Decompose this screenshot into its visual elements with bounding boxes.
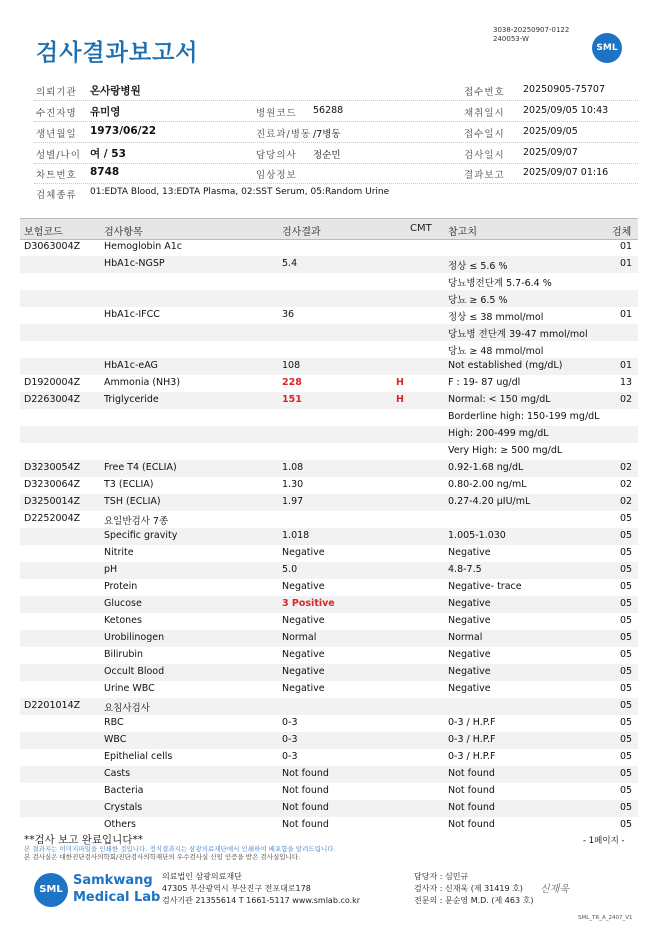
cell-result: Not found — [282, 768, 329, 779]
cell-result: 1.30 — [282, 479, 304, 490]
cell-result: 0-3 — [282, 751, 298, 762]
table-row — [20, 664, 638, 681]
table-row — [20, 579, 638, 596]
cell-ref: Negative — [448, 598, 491, 609]
cell-ref: 당뇨병전단계 5.7-6.4 % — [448, 278, 552, 289]
cell-flag: H — [396, 377, 404, 388]
header-row-requester: 의뢰기관 온사랑병원 접수번호 20250905-75707 — [34, 80, 638, 101]
cell-item: Bacteria — [104, 785, 144, 796]
requester-value: 온사랑병원 — [90, 85, 141, 97]
cell-result: Not found — [282, 819, 329, 830]
cell-result: Negative — [282, 581, 325, 592]
hospital-code: 56288 — [313, 105, 344, 116]
receipt-number: 20250905-75707 — [523, 84, 606, 95]
cell-item: Hemoglobin A1c — [104, 241, 183, 252]
cell-ref: Negative — [448, 666, 491, 677]
cell-code: D2263004Z — [24, 394, 81, 405]
cell-result: Negative — [282, 666, 325, 677]
cell-ref: 0-3 / H.P.F — [448, 751, 496, 762]
cell-item: Urine WBC — [104, 683, 155, 694]
table-row — [20, 528, 638, 545]
lab-name-line2: Medical Lab — [73, 890, 161, 905]
cell-result: 36 — [282, 309, 295, 320]
cell-item: Specific gravity — [104, 530, 178, 541]
sml-logo: SML — [592, 33, 622, 63]
cell-spec: 05 — [620, 598, 633, 609]
cell-result: 1.08 — [282, 462, 304, 473]
cell-item: Occult Blood — [104, 666, 165, 677]
header-row-sex: 성별/나이 여 / 53 담당의사 정순민 검사일시 2025/09/07 — [34, 143, 638, 164]
cell-code: D3230064Z — [24, 479, 81, 490]
cell-item: Crystals — [104, 802, 143, 813]
cell-ref: Negative — [448, 547, 491, 558]
cell-flag: H — [396, 394, 404, 405]
cell-ref: F : 19- 87 ug/dl — [448, 377, 521, 388]
cell-ref: Negative — [448, 615, 491, 626]
cell-result: 1.97 — [282, 496, 304, 507]
cell-spec: 05 — [620, 666, 633, 677]
cell-item: Triglyceride — [104, 394, 159, 405]
cell-ref: 0.92-1.68 ng/dL — [448, 462, 524, 473]
table-row — [20, 766, 638, 783]
table-row — [20, 732, 638, 749]
cell-result: 3 Positive — [282, 598, 335, 609]
cell-result: Negative — [282, 547, 325, 558]
cell-spec: 05 — [620, 785, 633, 796]
cell-ref: Not found — [448, 819, 495, 830]
cell-item: Nitrite — [104, 547, 134, 558]
cell-ref: 0.80-2.00 ng/mL — [448, 479, 527, 490]
cell-item: Casts — [104, 768, 131, 779]
cell-ref: 0.27-4.20 µIU/mL — [448, 496, 531, 507]
cell-ref: 정상 ≤ 5.6 % — [448, 261, 508, 272]
cell-code: D3063004Z — [24, 241, 81, 252]
sex-age: 여 / 53 — [90, 148, 126, 160]
cell-spec: 05 — [620, 819, 633, 830]
cell-spec: 05 — [620, 768, 633, 779]
cell-item: HbA1c-IFCC — [104, 309, 160, 320]
header-row-dob: 생년월일 1973/06/22 진료과/병동 /7병동 접수일시 2025/09/05 — [34, 122, 638, 143]
cell-spec: 02 — [620, 496, 633, 507]
cell-ref: Not found — [448, 802, 495, 813]
cell-code: D2252004Z — [24, 513, 81, 524]
specimen-types: 01:EDTA Blood, 13:EDTA Plasma, 02:SST Serum, 05:Random Urine — [90, 187, 390, 197]
table-row — [20, 630, 638, 647]
cell-spec: 05 — [620, 683, 633, 694]
header-row-specimen: 검체종류 01:EDTA Blood, 13:EDTA Plasma, 02:SST Serum, 05:Random Urine — [36, 187, 390, 201]
cell-ref: Not found — [448, 768, 495, 779]
table-row — [20, 511, 638, 528]
cell-ref: Not established (mg/dL) — [448, 360, 563, 371]
cell-spec: 05 — [620, 513, 633, 524]
department: /7병동 — [313, 129, 341, 140]
table-row — [20, 698, 638, 715]
cell-ref: 당뇨 ≥ 6.5 % — [448, 295, 508, 306]
cell-item: TSH (ECLIA) — [104, 496, 161, 507]
table-row — [20, 290, 638, 307]
table-row — [20, 341, 638, 358]
cell-item: Others — [104, 819, 136, 830]
cell-spec: 05 — [620, 802, 633, 813]
cell-spec: 05 — [620, 700, 633, 711]
cell-result: 108 — [282, 360, 301, 371]
cell-spec: 05 — [620, 547, 633, 558]
cell-spec: 05 — [620, 717, 633, 728]
birth-date: 1973/06/22 — [90, 125, 157, 137]
cell-item: Epithelial cells — [104, 751, 173, 762]
staff-info: 담당자 : 심민규 검사자 : 신재욱 (제 31419 호) 전문의 : 문순영 M.D. (제 463 호) — [414, 872, 534, 905]
table-row — [20, 681, 638, 698]
receipt-date: 2025/09/05 — [523, 126, 578, 137]
cell-result: Normal — [282, 632, 317, 643]
cell-item: Free T4 (ECLIA) — [104, 462, 177, 473]
report-title: 검사결과보고서 — [36, 40, 199, 66]
cell-item: Ammonia (NH3) — [104, 377, 181, 388]
cell-ref: Very High: ≥ 500 mg/dL — [448, 445, 563, 456]
table-row — [20, 375, 638, 392]
report-complete-note: **검사 보고 완료입니다** — [24, 834, 143, 846]
cell-item: Glucose — [104, 598, 142, 609]
table-row — [20, 239, 638, 256]
cell-spec: 05 — [620, 615, 633, 626]
cell-item: WBC — [104, 734, 127, 745]
cell-item: Ketones — [104, 615, 142, 626]
cell-ref: 1.005-1.030 — [448, 530, 506, 541]
report-datetime: 2025/09/07 01:16 — [523, 167, 609, 178]
table-row — [20, 596, 638, 613]
test-date: 2025/09/07 — [523, 147, 578, 158]
cell-code: D3230054Z — [24, 462, 81, 473]
cell-ref: Negative- trace — [448, 581, 522, 592]
cell-item: Bilirubin — [104, 649, 144, 660]
results-table-header: 보험코드 검사항목 검사결과 CMT 참고치 검체 — [20, 218, 638, 240]
cell-result: Negative — [282, 649, 325, 660]
cell-spec: 05 — [620, 530, 633, 541]
table-row — [20, 358, 638, 375]
cell-spec: 05 — [620, 632, 633, 643]
cell-result: Not found — [282, 802, 329, 813]
cell-ref: 0-3 / H.P.F — [448, 717, 496, 728]
lab-name-line1: Samkwang — [73, 873, 153, 888]
table-row — [20, 494, 638, 511]
document-id: 3038-20250907-0122 240053-W — [493, 26, 570, 43]
cell-result: 228 — [282, 377, 302, 388]
table-row — [20, 443, 638, 460]
table-row — [20, 749, 638, 766]
table-row — [20, 477, 638, 494]
cell-result: 5.0 — [282, 564, 298, 575]
table-row — [20, 647, 638, 664]
cell-spec: 01 — [620, 360, 633, 371]
print-notice: 본 결과지는 이미지파일을 인쇄한 것입니다. 정식결과지는 삼광의료재단에서 인쇄하여 배포함을 알려드립니다. — [24, 845, 336, 853]
cell-ref: Negative — [448, 649, 491, 660]
cell-ref: Normal: < 150 mg/dL — [448, 394, 551, 405]
cell-ref: 당뇨 ≥ 48 mmol/mol — [448, 346, 544, 357]
cell-spec: 05 — [620, 751, 633, 762]
cell-result: Negative — [282, 683, 325, 694]
cell-item: Urobilinogen — [104, 632, 165, 643]
cell-ref: Normal — [448, 632, 483, 643]
cell-code: D3250014Z — [24, 496, 81, 507]
cell-result: 0-3 — [282, 734, 298, 745]
cell-ref: Not found — [448, 785, 495, 796]
cell-ref: Borderline high: 150-199 mg/dL — [448, 411, 600, 422]
cell-spec: 05 — [620, 564, 633, 575]
cell-item: T3 (ECLIA) — [104, 479, 154, 490]
cell-result: Not found — [282, 785, 329, 796]
cell-item: RBC — [104, 717, 124, 728]
cell-result: 0-3 — [282, 717, 298, 728]
cell-ref: Negative — [448, 683, 491, 694]
chart-number: 8748 — [90, 166, 120, 178]
cell-result: 1.018 — [282, 530, 310, 541]
table-row — [20, 545, 638, 562]
organization-info: 의료법인 삼광의료재단 47305 부산광역시 부산진구 전포대로178 검사기관 21355614 T 1661-5117 www.smlab.co.kr — [162, 872, 361, 905]
signature: 신재욱 — [540, 884, 569, 895]
cell-item: 요침사검사 — [104, 703, 150, 714]
cell-spec: 01 — [620, 258, 633, 269]
cell-spec: 01 — [620, 241, 633, 252]
cell-spec: 05 — [620, 734, 633, 745]
header-row-patient: 수진자명 유미영 병원코드 56288 채취일시 2025/09/05 10:43 — [34, 101, 638, 122]
cell-result: 5.4 — [282, 258, 298, 269]
cell-spec: 02 — [620, 479, 633, 490]
cell-code: D1920004Z — [24, 377, 81, 388]
cell-spec: 01 — [620, 309, 633, 320]
cell-spec: 05 — [620, 649, 633, 660]
cell-ref: 0-3 / H.P.F — [448, 734, 496, 745]
patient-name: 유미영 — [90, 106, 121, 118]
header-row-chart: 차트번호 8748 임상정보 결과보고 2025/09/07 01:16 — [34, 163, 638, 184]
cell-ref: 정상 ≤ 38 mmol/mol — [448, 312, 544, 323]
cell-code: D2201014Z — [24, 700, 81, 711]
form-code: SML_TR_A_2407_V1 — [578, 915, 633, 921]
cell-item: 요일반검사 7종 — [104, 516, 169, 527]
table-row — [20, 409, 638, 426]
table-row — [20, 715, 638, 732]
cell-item: Protein — [104, 581, 138, 592]
cell-spec: 05 — [620, 581, 633, 592]
cell-spec: 13 — [620, 377, 633, 388]
cell-ref: High: 200-499 mg/dL — [448, 428, 549, 439]
cell-result: Negative — [282, 615, 325, 626]
collect-datetime: 2025/09/05 10:43 — [523, 105, 609, 116]
table-row — [20, 783, 638, 800]
table-row — [20, 256, 638, 273]
table-row — [20, 307, 638, 324]
cell-ref: 당뇨병 전단계 39-47 mmol/mol — [448, 329, 588, 340]
cell-item: HbA1c-NGSP — [104, 258, 165, 269]
doctor: 정순민 — [313, 150, 341, 161]
samkwang-logo: SML — [34, 873, 68, 907]
cell-item: pH — [104, 564, 118, 575]
table-row — [20, 562, 638, 579]
table-row — [20, 273, 638, 290]
cell-spec: 02 — [620, 394, 633, 405]
page-number: - 1페이지 - — [583, 836, 625, 846]
cell-result: 151 — [282, 394, 302, 405]
accreditation-notice: 본 검사실은 대한진단검사의학회/진단검사의학재단의 우수검사실 신임 인증을 받은 검사실입니다. — [24, 853, 301, 861]
table-row — [20, 324, 638, 341]
table-row — [20, 426, 638, 443]
table-row — [20, 392, 638, 409]
table-row — [20, 613, 638, 630]
cell-spec: 02 — [620, 462, 633, 473]
table-row — [20, 800, 638, 817]
cell-ref: 4.8-7.5 — [448, 564, 482, 575]
cell-item: HbA1c-eAG — [104, 360, 158, 371]
table-row — [20, 460, 638, 477]
